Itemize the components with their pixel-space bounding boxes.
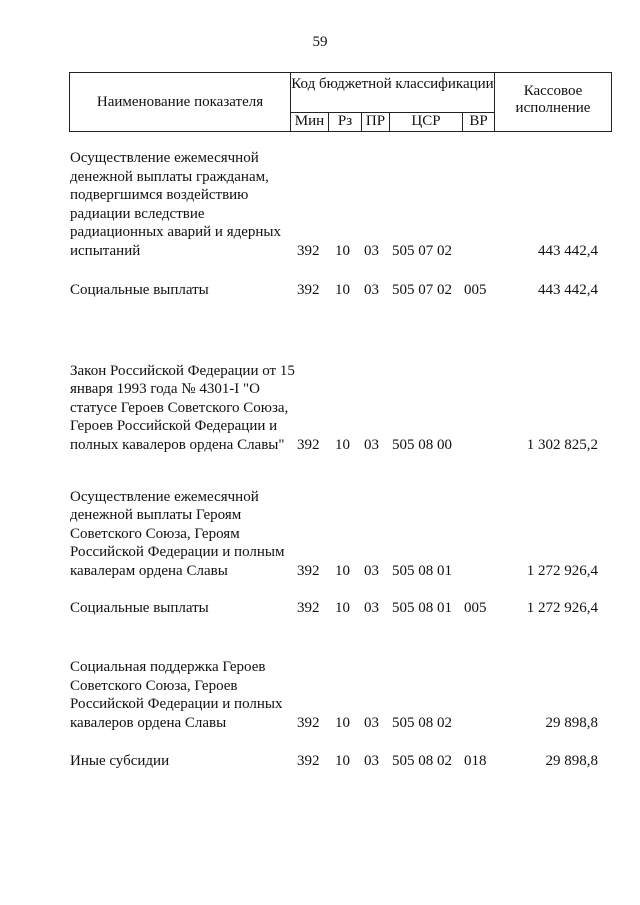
row-csr: 505 08 01	[392, 599, 452, 616]
header-pr: ПР	[362, 113, 390, 131]
row-rz: 10	[335, 714, 350, 731]
table-row	[0, 280, 640, 299]
row-rz: 10	[335, 562, 350, 579]
table-row	[0, 468, 640, 580]
row-min: 392	[297, 436, 320, 453]
row-csr: 505 07 02	[392, 242, 452, 259]
header-cash: Кассовое исполнение	[494, 73, 611, 131]
row-min: 392	[297, 752, 320, 769]
row-csr: 505 08 02	[392, 714, 452, 731]
row-amount: 1 272 926,4	[526, 562, 598, 579]
row-rz: 10	[335, 281, 350, 298]
row-name: Осуществление ежемесячной денежной выплаты Героям Советского Союза, Героям Российской Федерации и полным кавалерам ордена Славы	[70, 488, 285, 579]
header-name: Наименование показателя	[70, 73, 291, 131]
row-name: Закон Российской Федерации от 15 января 1993 года № 4301-I "О статусе Героев Советского Союза, Героев Российской Федерации и полных кавалеров ордена Славы"	[70, 362, 295, 453]
row-min: 392	[297, 281, 320, 298]
header-code: Код бюджетной классификации	[291, 73, 494, 113]
row-rz: 10	[335, 242, 350, 259]
header-vr: ВР	[469, 113, 488, 129]
table-row	[0, 598, 640, 617]
page-number: 59	[312, 34, 328, 50]
row-min: 392	[297, 562, 320, 579]
table-header	[69, 72, 612, 132]
row-min: 392	[297, 242, 320, 259]
row-name: Иные субсидии	[70, 752, 170, 769]
row-pr: 03	[364, 752, 379, 769]
row-csr: 505 08 02	[392, 752, 452, 769]
row-pr: 03	[364, 242, 379, 259]
header-rz: Рз	[329, 113, 362, 131]
row-name: Социальная поддержка Героев Советского Союза, Героев Российской Федерации и полных кавалеров ордена Славы	[70, 659, 283, 731]
row-vr: 005	[464, 599, 487, 616]
row-csr: 505 08 00	[392, 436, 452, 453]
header-csr: ЦСР	[390, 113, 463, 131]
row-pr: 03	[364, 436, 379, 453]
header-min: Мин	[291, 113, 329, 131]
row-amount: 29 898,8	[545, 714, 598, 731]
row-amount: 443 442,4	[538, 281, 598, 298]
row-csr: 505 08 01	[392, 562, 452, 579]
row-name: Социальные выплаты	[70, 599, 209, 616]
row-amount: 1 302 825,2	[526, 436, 598, 453]
row-pr: 03	[364, 599, 379, 616]
row-vr: 018	[464, 752, 487, 769]
row-rz: 10	[335, 436, 350, 453]
row-name: Социальные выплаты	[70, 281, 209, 298]
row-rz: 10	[335, 752, 350, 769]
row-amount: 29 898,8	[545, 752, 598, 769]
table-row	[0, 318, 640, 454]
table-row	[0, 148, 640, 260]
row-csr: 505 07 02	[392, 281, 452, 298]
row-pr: 03	[364, 281, 379, 298]
table-row	[0, 638, 640, 732]
row-pr: 03	[364, 714, 379, 731]
row-amount: 443 442,4	[538, 242, 598, 259]
row-min: 392	[297, 599, 320, 616]
row-vr: 005	[464, 281, 487, 298]
row-min: 392	[297, 714, 320, 731]
row-pr: 03	[364, 562, 379, 579]
row-rz: 10	[335, 599, 350, 616]
row-amount: 1 272 926,4	[526, 599, 598, 616]
row-name: Осуществление ежемесячной денежной выплаты гражданам, подвергшимся воздействию радиации вследствие радиационных аварий и ядерных испытаний	[70, 150, 281, 259]
table-row	[0, 751, 640, 770]
